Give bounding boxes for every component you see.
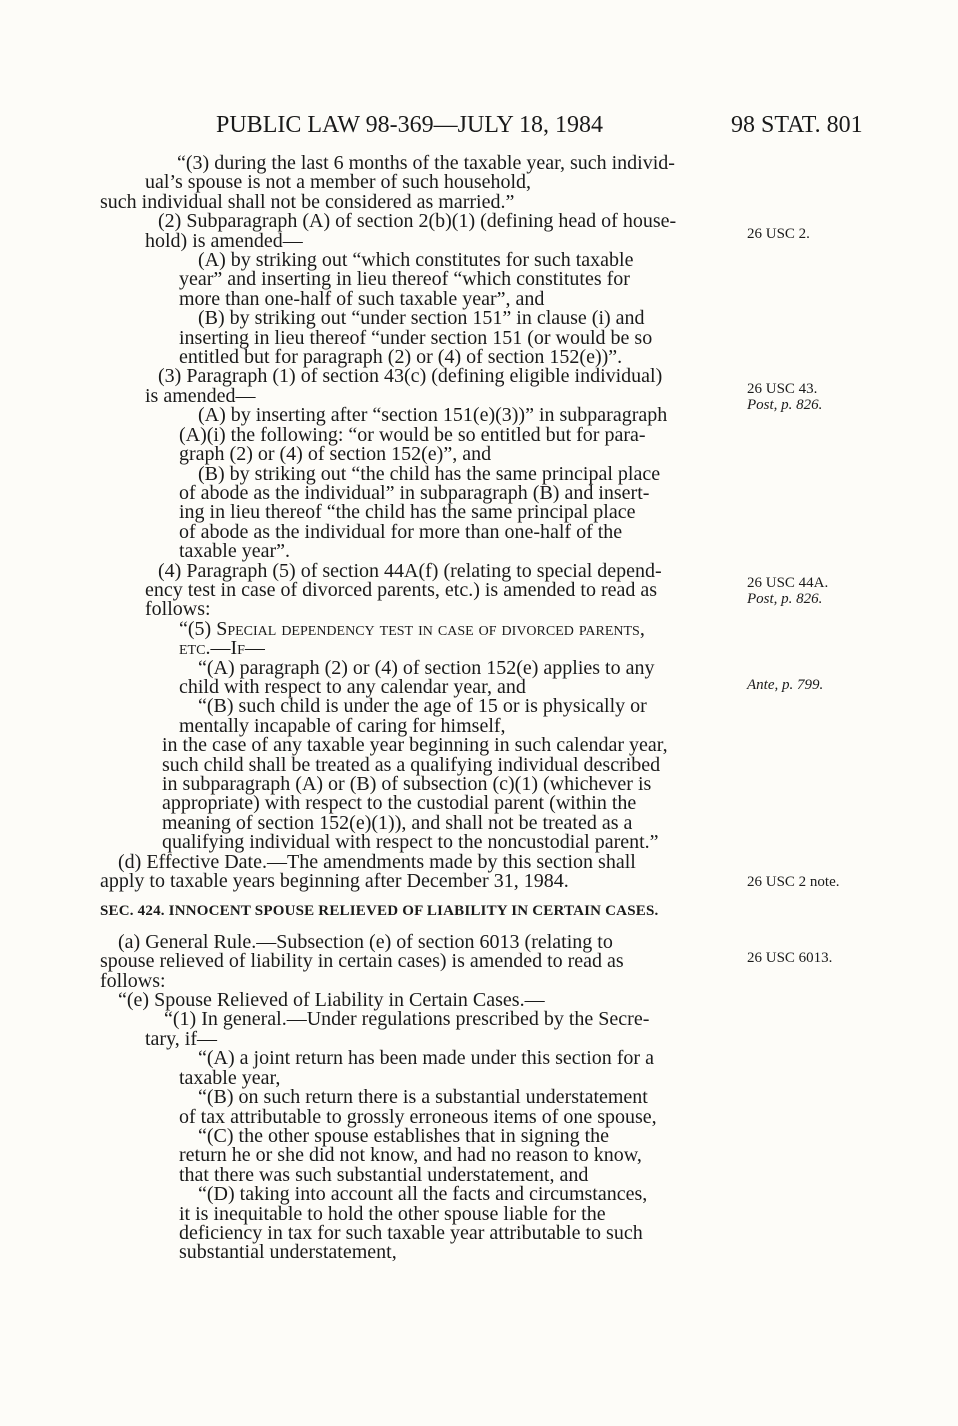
text-line: substantial understatement, [179, 1241, 397, 1264]
text-line: ing in lieu thereof “the child has the same principal place [179, 501, 636, 524]
text-line: (A)(i) the following: “or would be so entitled but for para- [179, 423, 646, 446]
text-line: graph (2) or (4) of section 152(e)”, and [179, 443, 492, 466]
margin-citation: 26 USC 6013. [747, 950, 833, 966]
margin-citation: 26 USC 2 note. [747, 874, 840, 890]
text-line: mentally incapable of caring for himself, [179, 714, 506, 737]
margin-citation: 26 USC 2. [747, 226, 810, 242]
text-line: child with respect to any calendar year, and [179, 675, 526, 698]
text-line: that there was such substantial understatement, and [179, 1163, 589, 1186]
text-line: “(5) Special dependency test in case of divorced parents, [179, 617, 645, 640]
text-line: in subparagraph (A) or (B) of subsection (c)(1) (whichever is [162, 773, 652, 795]
text-line: etc.—If— [179, 637, 265, 660]
text-line: “(A) a joint return has been made under this section for a [198, 1047, 654, 1070]
text-line: (A) by striking out “which constitutes for such taxable [198, 249, 634, 272]
text-line: taxable year, [179, 1066, 281, 1089]
text-line: follows: [145, 598, 211, 621]
text-line: of tax attributable to grossly erroneous items of one spouse, [179, 1105, 657, 1128]
text-line: (B) by striking out “under section 151” in clause (i) and [198, 307, 645, 330]
text-line: (4) Paragraph (5) of section 44A(f) (relating to special depend- [158, 559, 662, 582]
page-header-stat-ref: 98 STAT. 801 [731, 112, 863, 138]
text-line: such individual shall not be considered as married.” [100, 190, 515, 213]
text-line: in the case of any taxable year beginning in such calendar year, [162, 734, 668, 757]
text-line: it is inequitable to hold the other spouse liable for the [179, 1202, 606, 1225]
text-line: (a) General Rule.—Subsection (e) of section 6013 (relating to [118, 930, 613, 953]
text-line: of abode as the individual” in subparagraph (B) and insert- [179, 481, 650, 504]
text-line: “(B) such child is under the age of 15 or is physically or [198, 695, 647, 718]
page-header-title: PUBLIC LAW 98-369—JULY 18, 1984 [216, 112, 603, 138]
margin-citation: Ante, p. 799. [747, 677, 824, 693]
text-line: qualifying individual with respect to the noncustodial parent.” [162, 831, 659, 854]
text-line: (d) Effective Date.—The amendments made by this section shall [118, 850, 636, 873]
text-line: (2) Subparagraph (A) of section 2(b)(1) (defining head of house- [158, 210, 677, 233]
text-line: spouse relieved of liability in certain cases) is amended to read as [100, 950, 624, 973]
text-line: “(e) Spouse Relieved of Liability in Certain Cases.— [118, 989, 545, 1012]
text-line: hold) is amended— [145, 229, 303, 252]
text-line: more than one-half of such taxable year”, and [179, 287, 545, 310]
text-line: “(C) the other spouse establishes that in signing the [198, 1124, 610, 1147]
text-line: apply to taxable years beginning after December 31, 1984. [100, 870, 569, 893]
text-line: taxable year”. [179, 540, 291, 563]
text-line: ual’s spouse is not a member of such household, [145, 171, 532, 194]
text-line: such child shall be treated as a qualifying individual described [162, 753, 661, 776]
text-line: is amended— [145, 384, 256, 407]
text-line: deficiency in tax for such taxable year attributable to such [179, 1221, 643, 1244]
margin-citation: 26 USC 43. Post, p. 826. [747, 381, 823, 413]
text-line: return he or she did not know, and had no reason to know, [179, 1144, 642, 1167]
text-line: “(3) during the last 6 months of the taxable year, such individ- [177, 152, 675, 174]
text-line: (3) Paragraph (1) of section 43(c) (defining eligible individual) [158, 365, 663, 388]
text-line: tary, if— [145, 1027, 218, 1050]
margin-citation: 26 USC 44A. Post, p. 826. [747, 575, 829, 607]
body-text [100, 154, 728, 1263]
text-line: appropriate) with respect to the custodial parent (within the [162, 792, 637, 815]
text-line: “(B) on such return there is a substantial understatement [198, 1086, 648, 1109]
text-line: entitled but for paragraph (2) or (4) of section 152(e))”. [179, 346, 623, 369]
text-line: follows: [100, 969, 166, 992]
text-line: “(A) paragraph (2) or (4) of section 152(e) applies to any [198, 656, 655, 679]
text-line: of abode as the individual for more than one-half of the [179, 520, 623, 543]
text-line: year” and inserting in lieu thereof “which constitutes for [179, 268, 630, 291]
text-line: (B) by striking out “the child has the same principal place [198, 462, 661, 485]
text-line: (A) by inserting after “section 151(e)(3))” in subparagraph [198, 404, 668, 427]
text-line: inserting in lieu thereof “under section 151 (or would be so [179, 326, 653, 349]
text-line: “(1) In general.—Under regulations prescribed by the Secre- [164, 1008, 650, 1031]
section-heading: SEC. 424. INNOCENT SPOUSE RELIEVED OF LIABILITY IN CERTAIN CASES. [100, 903, 659, 920]
text-line: meaning of section 152(e)(1)), and shall not be treated as a [162, 811, 633, 834]
text-line: “(D) taking into account all the facts and circumstances, [198, 1183, 648, 1206]
text-line: ency test in case of divorced parents, etc.) is amended to read as [145, 578, 658, 601]
